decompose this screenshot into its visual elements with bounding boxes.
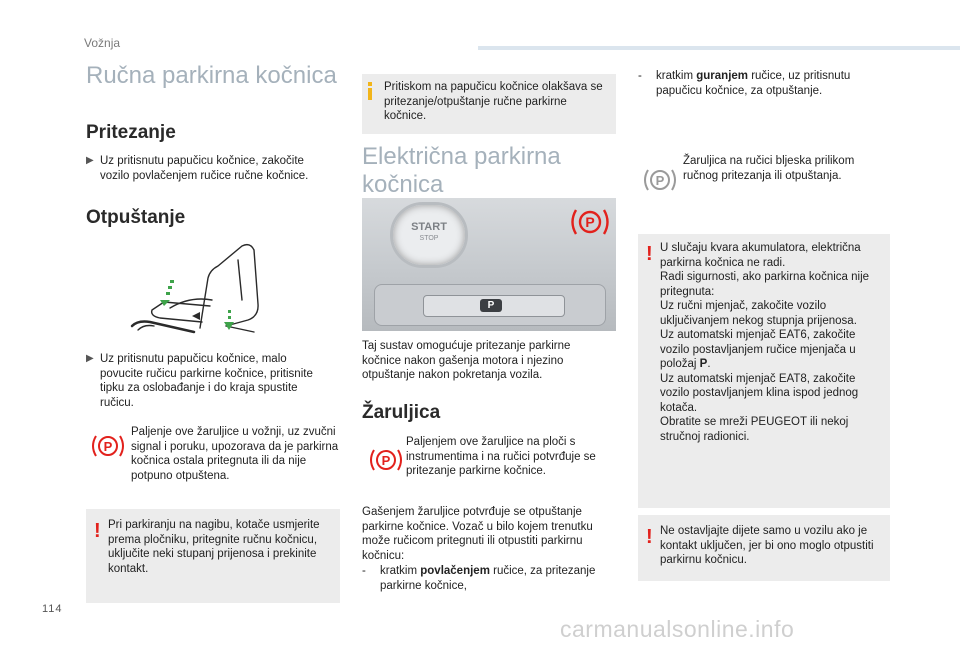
- page-number: 114: [42, 603, 63, 615]
- info-box: [362, 74, 616, 134]
- header-bar: [478, 46, 960, 50]
- section-label: Vožnja: [84, 36, 121, 50]
- parking-brake-lever[interactable]: P: [423, 295, 565, 317]
- info-icon: [368, 82, 372, 100]
- warning-icon: !: [646, 526, 653, 548]
- warning-icon: !: [94, 520, 101, 542]
- electric-desc: Taj sustav omogućuje pritezanje parkirne kočnice nakon gašenja motora i njezino otpuštanje nakon pokretanja vozila.: [362, 340, 571, 381]
- warning-box-right-2: [638, 515, 890, 581]
- heading-pritezanje: Pritezanje: [86, 122, 176, 143]
- parking-brake-icon: [88, 432, 128, 460]
- heading-zaruljica: Žaruljica: [362, 402, 441, 423]
- page-title: Ručna parkirna kočnica: [86, 62, 337, 89]
- console-panel: [374, 284, 606, 326]
- svg-text:P: P: [381, 453, 391, 468]
- svg-text:P: P: [585, 214, 595, 230]
- parking-brake-icon: [366, 446, 406, 474]
- warning-text-left: Pri parkiranju na nagibu, kotače usmjerite prema pločniku, pritegnite ručnu kočnicu, uključite neki stupanj prijenosa i prekinite kontakt.: [108, 519, 320, 575]
- arrow-bullet-icon: ▶: [86, 353, 94, 364]
- lamp-text-left: Paljenje ove žaruljice u vožnji, uz zvučni signal i poruku, upozorava da je parkirna kočnica ostala pritegnuta ili da nije potpuno otpuštena.: [131, 426, 339, 482]
- info-text: Pritiskom na papučicu kočnice olakšava se pritezanje/otpuštanje ručne parkirne kočnice.: [384, 81, 603, 122]
- list-item: - kratkim guranjem ručice, uz pritisnutu papučicu kočnice, za otpuštanje.: [638, 70, 851, 97]
- svg-text:P: P: [103, 439, 113, 454]
- console-photo: [362, 198, 616, 331]
- parking-brake-icon: [568, 206, 612, 238]
- start-stop-button: START STOP: [390, 202, 468, 268]
- warning-box-right: [638, 234, 890, 508]
- section-title-electric: Električna parkirna kočnica: [362, 143, 561, 198]
- warning-box-left: [86, 509, 340, 603]
- lamp-text-right: Žaruljica na ručici bljeska prilikom ručnog pritezanja ili otpuštanja.: [683, 155, 855, 182]
- arrow-bullet-icon: ▶: [86, 155, 94, 166]
- heading-otpustanje: Otpuštanje: [86, 207, 186, 228]
- handbrake-illustration: [130, 240, 270, 340]
- warning-text-right: U slučaju kvara akumulatora, električna parkirna kočnica ne radi. Radi sigurnosti, ako parkirna kočnica nije pritegnuta: Uz ručni mjenjač, zakočite vozilo uključivanjem nekog stupnja prijenosa. Uz automatski mjenjač EAT6, zakočite vozilo postavljanjem ručice mjenjača u položaj P. Uz automatski mjenjač EAT8, zakočite vozilo postavljanjem klina ispod jednog kotača. Obratite se mreži PEUGEOT ili nekoj stručnoj radionici.: [660, 242, 870, 443]
- warning-text-right-2: Ne ostavljajte dijete samo u vozilu ako je kontakt uključen, jer bi ono moglo otpustiti parkirnu kočnicu.: [660, 525, 874, 566]
- lamp-text-mid: Paljenjem ove žaruljice na ploči s instrumentima i na ručici potvrđuje se pritezanje parkirne kočnice.: [406, 436, 596, 477]
- bullet-pritezanje: ▶ Uz pritisnutu papučicu kočnice, zakočite vozilo povlačenjem ručice ručne kočnice.: [86, 155, 309, 182]
- zaruljica-para: Gašenjem žaruljice potvrđuje se otpuštanje parkirne kočnice. Vozač u bilo kojem trenutku može ručicom pritegnuti ili otpustiti parkirnu kočnicu:: [362, 506, 593, 562]
- list-item: - kratkim povlačenjem ručice, za pritezanje parkirne kočnice,: [362, 565, 596, 592]
- bullet-otpustanje: ▶ Uz pritisnutu papučicu kočnice, malo povucite ručicu parkirne kočnice, pritisnite tipku za oslobađanje i do kraja spustite ručicu.: [86, 353, 313, 409]
- parking-brake-icon: [640, 166, 680, 194]
- watermark: carmanualsonline.info: [560, 616, 795, 642]
- warning-icon: !: [646, 243, 653, 265]
- svg-text:P: P: [655, 173, 665, 188]
